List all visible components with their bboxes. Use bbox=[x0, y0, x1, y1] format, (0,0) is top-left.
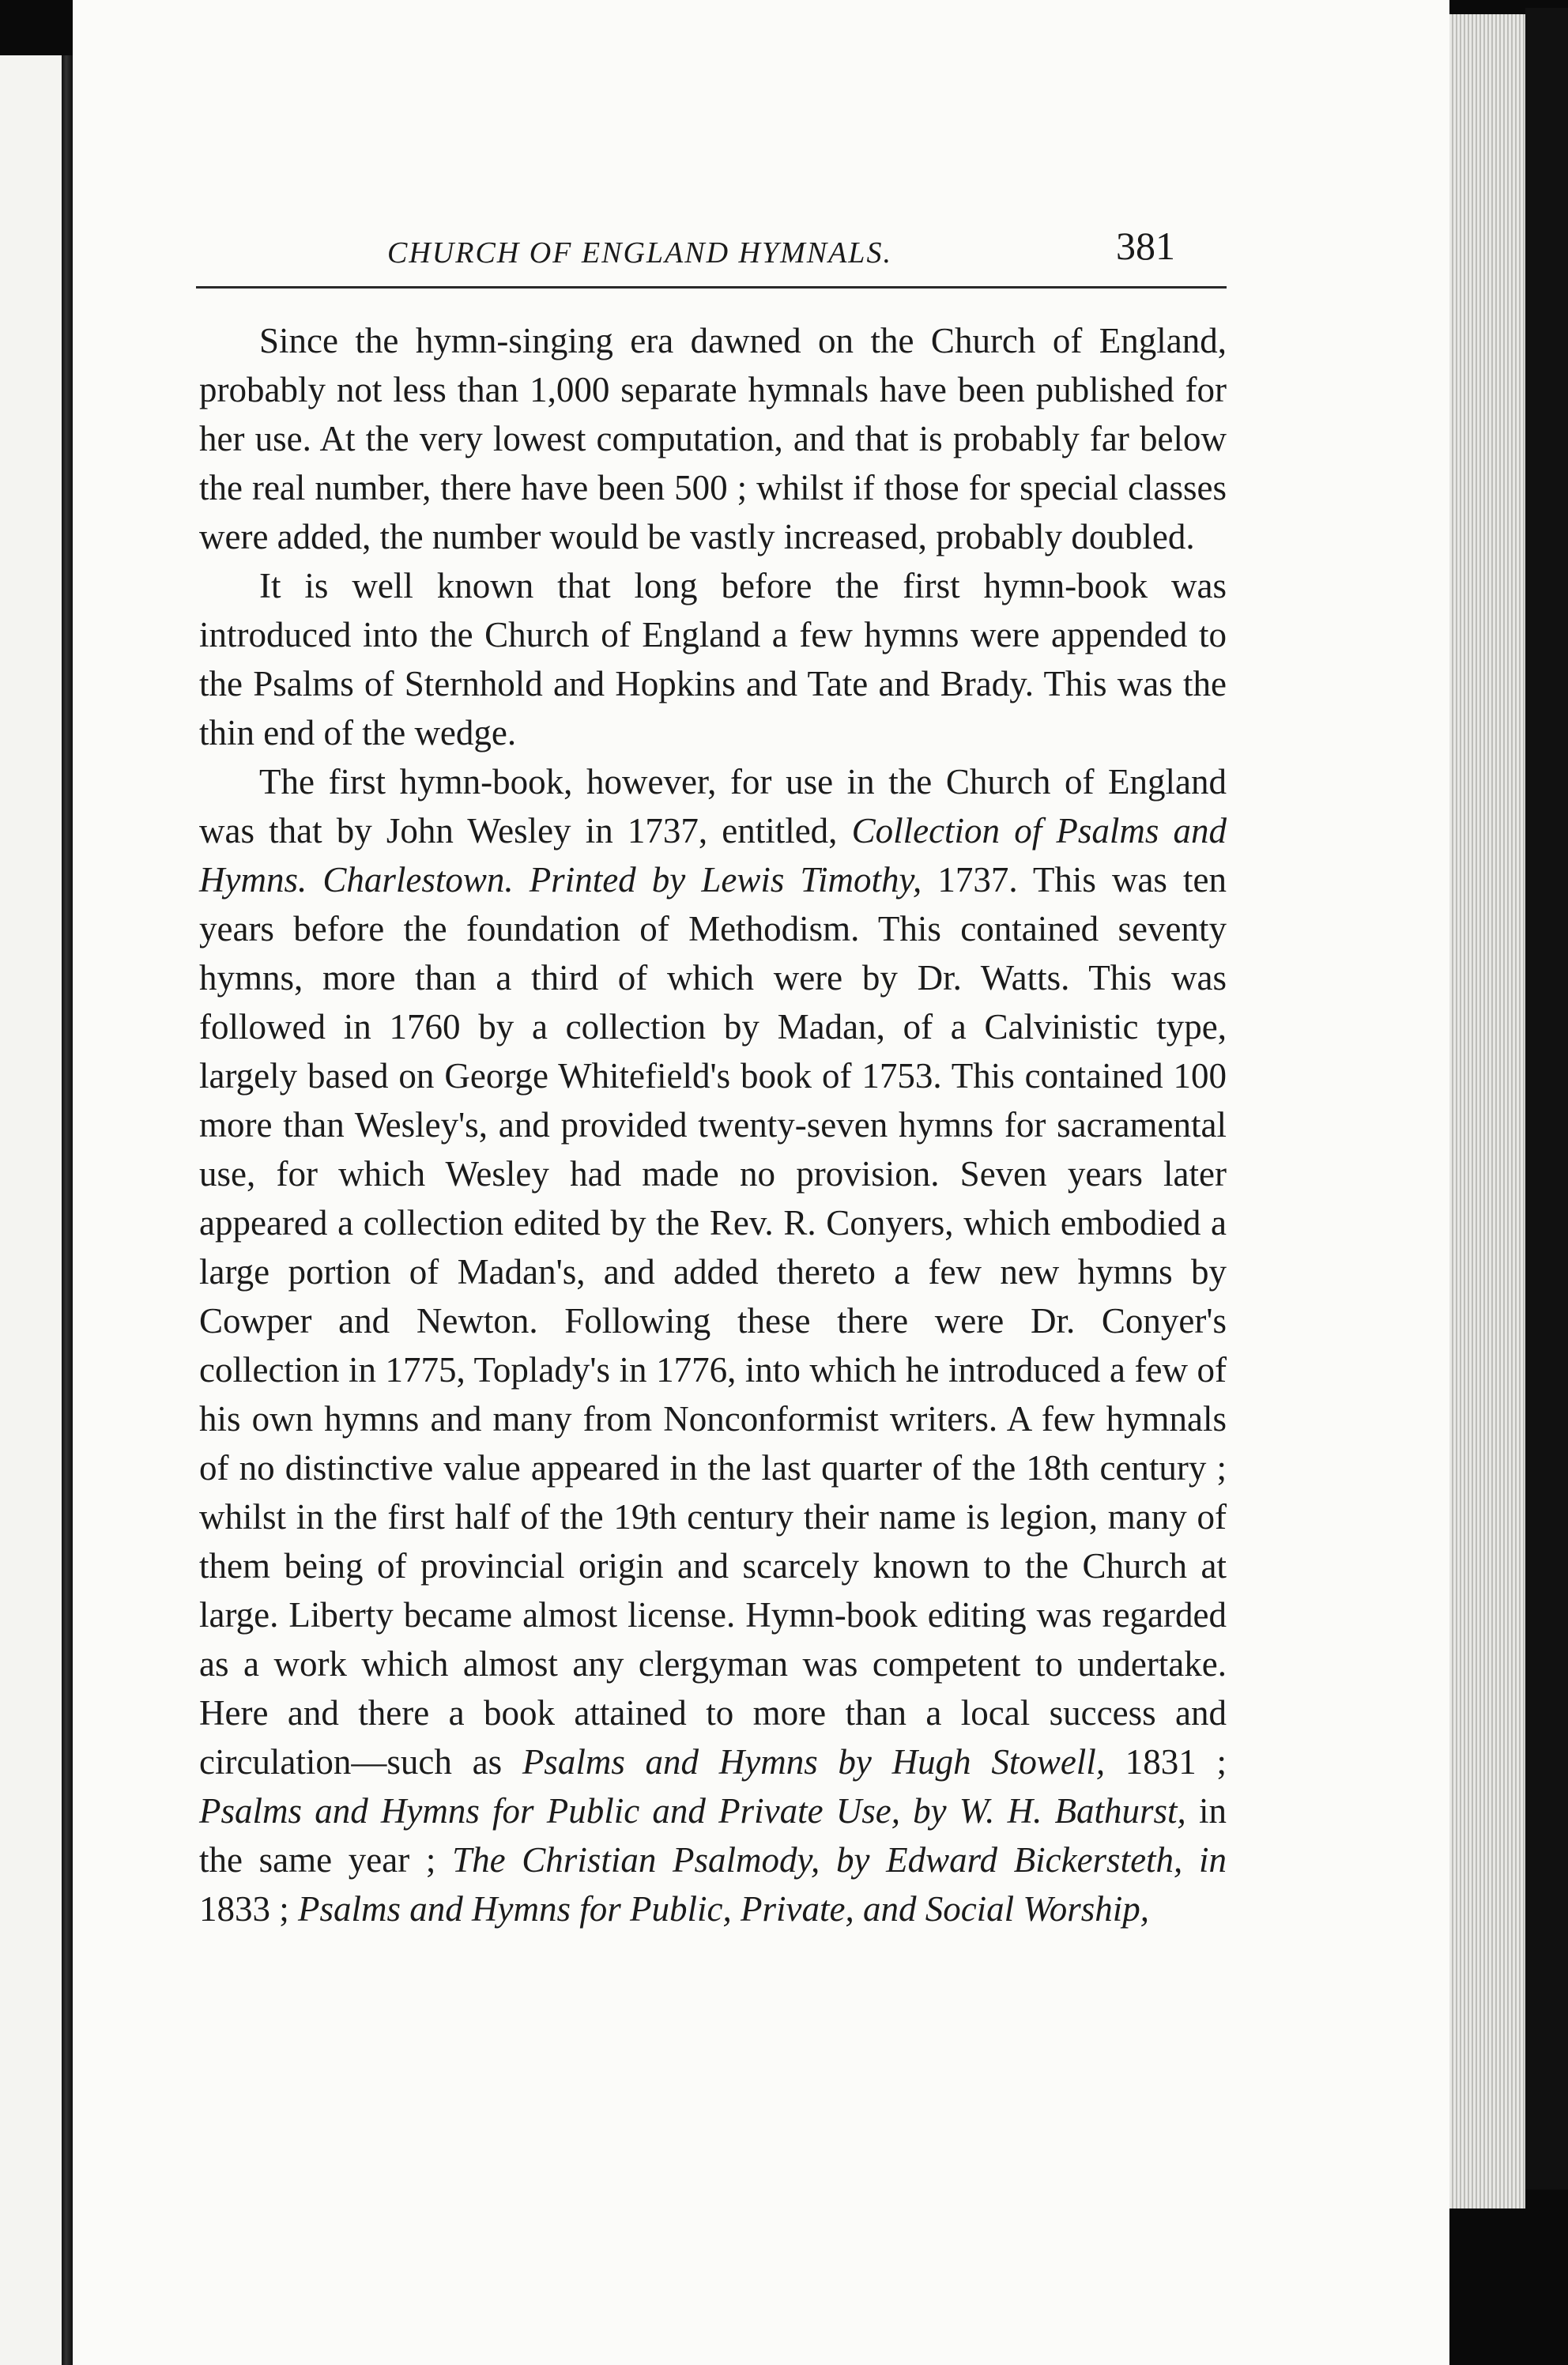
text-segment: 1833 ; bbox=[199, 1889, 299, 1929]
italic-title-text: Psalms and Hymns for Public, Private, and Social Worship, bbox=[298, 1889, 1150, 1929]
book-binding bbox=[62, 55, 73, 2365]
text-segment: It is well known that long before the first hymn-book was introduced into the Church of England a few hymns were appended to the Psalms of Sternhold and Hopkins and Tate and Brady. This was the thin end of the wedge. bbox=[199, 566, 1227, 752]
page-number: 381 bbox=[1116, 224, 1175, 268]
italic-title-text: Collection of Psalms and Hymns. Charlestown. Printed by Lewis Timothy, bbox=[199, 811, 1227, 900]
header-rule bbox=[196, 286, 1227, 289]
text-segment: The first hymn-book, however, for use in the Church of England was that by John Wesley in 1737, entitled, bbox=[199, 762, 1227, 851]
running-head bbox=[198, 212, 1225, 275]
italic-title-text: The Christian Psalmody, by Edward Bickersteth, in bbox=[452, 1840, 1227, 1880]
facing-page-edge bbox=[0, 55, 65, 2365]
text-segment: in the same year ; bbox=[199, 1791, 1227, 1880]
body-text bbox=[199, 316, 1227, 1933]
paragraph bbox=[199, 316, 1227, 561]
page-stack-edge bbox=[1449, 14, 1525, 2208]
italic-title-text: Psalms and Hymns by Hugh Stowell, bbox=[522, 1742, 1106, 1782]
text-segment: 1737. This was ten years before the foundation of Methodism. This contained seventy hymns, more than a third of which were by Dr. Watts. This was followed in 1760 by a collection by Madan, of a Calvinistic type, largely based on George Whitefield's book of 1753. This contained 100 more than Wesley's, and provided twenty-seven hymns for sacramental use, for which Wesley had made no provision. Seven years later appeared a collection edited by the Rev. R. Conyers, which embodied a large portion of Madan's, and added thereto a few new hymns by Cowper and Newton. Following these there were Dr. Conyer's collection in 1775, Toplady's in 1776, into which he introduced a few of his own hymns and many from Nonconformist writers. A few hymnals of no distinctive value appeared in the last quarter of the 18th century ; whilst in the first half of the 19th century their name is legion, many of them being of provincial origin and scarcely known to the Church at large. Liberty became almost license. Hymn-book editing was regarded as a work which almost any clergyman was competent to undertake. Here and there a book attained to more than a local success and circulation—such as bbox=[199, 860, 1227, 1782]
text-segment: 1831 ; bbox=[1105, 1742, 1227, 1782]
paragraph bbox=[199, 561, 1227, 757]
paragraph bbox=[199, 757, 1227, 1933]
running-title: CHURCH OF ENGLAND HYMNALS. bbox=[387, 236, 892, 270]
text-segment: Since the hymn-singing era dawned on the Church of England, probably not less than 1,000 separate hymnals have been published for her use. At the very lowest computation, and that is probably far below the real number, there have been 500 ; whilst if those for special classes were added, the number would be vastly increased, probably doubled. bbox=[199, 321, 1227, 556]
italic-title-text: Psalms and Hymns for Public and Private Use, by W. H. Bathurst, bbox=[199, 1791, 1186, 1831]
scan-border bbox=[1525, 8, 1568, 2190]
